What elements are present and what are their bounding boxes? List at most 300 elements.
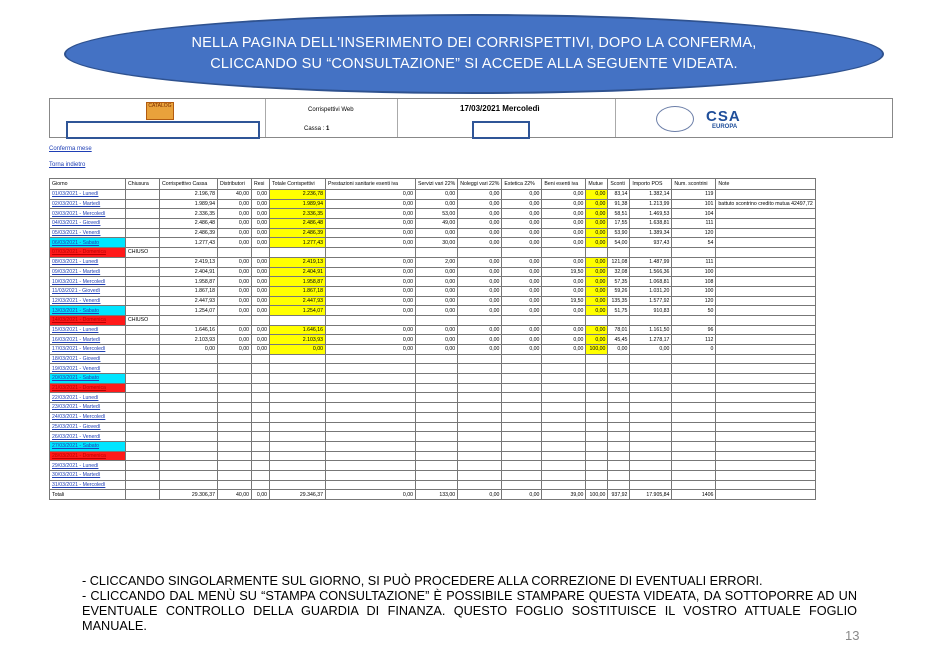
- page-number: 13: [845, 628, 860, 643]
- table-cell: 0,00: [326, 267, 416, 277]
- confirm-month-link[interactable]: Conferma mese: [49, 146, 92, 152]
- table-cell: [160, 403, 218, 413]
- table-cell: 0,00: [252, 257, 270, 267]
- day-link[interactable]: 18/03/2021 - Giovedì: [50, 354, 126, 364]
- table-cell: 0,00: [502, 296, 542, 306]
- table-cell: 1.566,36: [630, 267, 672, 277]
- table-cell: [458, 480, 502, 490]
- table-cell: 40,00: [218, 490, 252, 500]
- table-cell: 0,00: [458, 335, 502, 345]
- table-cell: 0,00: [252, 306, 270, 316]
- table-cell: [716, 335, 815, 345]
- table-cell: [270, 441, 326, 451]
- table-cell: [218, 374, 252, 384]
- day-link[interactable]: 27/03/2021 - Sabato: [50, 441, 126, 451]
- table-cell: 0,00: [218, 306, 252, 316]
- table-cell: 0,00: [458, 209, 502, 219]
- table-cell: [458, 248, 502, 258]
- table-cell: [502, 470, 542, 480]
- table-cell: 0,00: [326, 286, 416, 296]
- action-links: [49, 146, 92, 178]
- table-cell: [270, 354, 326, 364]
- table-row: [50, 286, 816, 296]
- table-cell: 0,00: [542, 306, 586, 316]
- table-cell: 0,00: [416, 286, 458, 296]
- table-cell: 0,00: [270, 345, 326, 355]
- table-cell: 0,00: [160, 345, 218, 355]
- table-row: [50, 383, 816, 393]
- table-cell: [630, 383, 672, 393]
- table-cell: 121,08: [608, 257, 630, 267]
- table-cell: 0,00: [458, 219, 502, 229]
- day-link[interactable]: 07/03/2021 - Domenica: [50, 248, 126, 258]
- table-cell: 0,00: [542, 257, 586, 267]
- table-cell: [270, 422, 326, 432]
- day-link[interactable]: 10/03/2021 - Mercoledì: [50, 277, 126, 287]
- table-cell: [416, 422, 458, 432]
- table-cell: [630, 248, 672, 258]
- table-cell: [608, 315, 630, 325]
- table-cell: 0,00: [458, 277, 502, 287]
- table-row: [50, 209, 816, 219]
- table-cell: 1.646,16: [270, 325, 326, 335]
- table-cell: [586, 412, 608, 422]
- table-cell: [502, 393, 542, 403]
- back-link[interactable]: Torna indietro: [49, 162, 86, 168]
- table-cell: [586, 441, 608, 451]
- table-cell: 0,00: [542, 199, 586, 209]
- day-link[interactable]: 08/03/2021 - Lunedì: [50, 257, 126, 267]
- table-cell: [326, 470, 416, 480]
- table-cell: [416, 480, 458, 490]
- table-cell: [252, 461, 270, 471]
- table-cell: [542, 403, 586, 413]
- table-cell: [160, 412, 218, 422]
- table-cell: 0,00: [542, 345, 586, 355]
- day-link[interactable]: 15/03/2021 - Lunedì: [50, 325, 126, 335]
- table-cell: [126, 490, 160, 500]
- table-cell: 0,00: [416, 267, 458, 277]
- table-cell: [126, 306, 160, 316]
- table-cell: 0,00: [458, 490, 502, 500]
- table-cell: [716, 228, 815, 238]
- day-link[interactable]: 25/03/2021 - Giovedì: [50, 422, 126, 432]
- table-cell: [716, 238, 815, 248]
- table-cell: 135,35: [608, 296, 630, 306]
- cassa-label: Cassa : 1: [304, 126, 330, 132]
- table-cell: [160, 461, 218, 471]
- table-cell: [586, 451, 608, 461]
- table-row: [50, 238, 816, 248]
- table-cell: 0,00: [542, 325, 586, 335]
- table-cell: 0,00: [586, 286, 608, 296]
- table-cell: 0,00: [458, 296, 502, 306]
- table-cell: 2.404,91: [270, 267, 326, 277]
- table-cell: 0,00: [326, 306, 416, 316]
- day-link[interactable]: 17/03/2021 - Mercoledì: [50, 345, 126, 355]
- table-cell: 0,00: [502, 238, 542, 248]
- day-link[interactable]: 20/03/2021 - Sabato: [50, 374, 126, 384]
- table-cell: [716, 267, 815, 277]
- screenshot-panel: [49, 98, 893, 518]
- table-cell: 0,00: [502, 219, 542, 229]
- table-cell: CHIUSO: [126, 315, 160, 325]
- table-cell: [252, 383, 270, 393]
- table-cell: [542, 248, 586, 258]
- table-header-row: [50, 179, 816, 190]
- table-cell: [160, 354, 218, 364]
- table-cell: 1.031,20: [630, 286, 672, 296]
- date-label: 17/03/2021 Mercoledì: [460, 104, 540, 113]
- column-header: Mutue: [586, 179, 608, 190]
- table-cell: [218, 441, 252, 451]
- table-cell: 0,00: [218, 325, 252, 335]
- day-link[interactable]: 31/03/2021 - Mercoledì: [50, 480, 126, 490]
- table-cell: [126, 345, 160, 355]
- table-cell: 0,00: [502, 199, 542, 209]
- table-cell: [608, 480, 630, 490]
- table-cell: 0,00: [252, 286, 270, 296]
- table-cell: 0,00: [630, 345, 672, 355]
- table-cell: 0,00: [326, 296, 416, 306]
- table-cell: 0,00: [416, 199, 458, 209]
- table-cell: [416, 412, 458, 422]
- instruction-1: - CLICCANDO SINGOLARMENTE SUL GIORNO, SI PUÒ PROCEDERE ALLA CORREZIONE DI EVENTUALI ERRORI.: [82, 574, 763, 588]
- table-cell: [502, 461, 542, 471]
- table-cell: [716, 383, 815, 393]
- table-cell: [458, 451, 502, 461]
- table-cell: [630, 461, 672, 471]
- table-cell: [416, 374, 458, 384]
- table-cell: [630, 403, 672, 413]
- table-cell: 0,00: [502, 277, 542, 287]
- day-link[interactable]: 05/03/2021 - Venerdì: [50, 228, 126, 238]
- table-cell: [270, 412, 326, 422]
- table-cell: 0,00: [218, 199, 252, 209]
- day-link[interactable]: 28/03/2021 - Domenica: [50, 451, 126, 461]
- day-link[interactable]: 29/03/2021 - Lunedì: [50, 461, 126, 471]
- table-cell: 0,00: [458, 190, 502, 200]
- table-cell: [716, 422, 815, 432]
- table-cell: [126, 209, 160, 219]
- table-cell: [416, 403, 458, 413]
- table-cell: [716, 393, 815, 403]
- day-link[interactable]: 14/03/2021 - Domenica: [50, 315, 126, 325]
- table-cell: [252, 315, 270, 325]
- table-cell: [252, 470, 270, 480]
- table-row: [50, 393, 816, 403]
- table-cell: [126, 441, 160, 451]
- table-cell: 0,00: [502, 228, 542, 238]
- table-cell: [270, 470, 326, 480]
- day-link[interactable]: 03/03/2021 - Mercoledì: [50, 209, 126, 219]
- table-cell: [630, 422, 672, 432]
- header-date-cell: [398, 99, 616, 137]
- table-cell: [126, 470, 160, 480]
- table-cell: [630, 451, 672, 461]
- table-cell: [270, 451, 326, 461]
- table-cell: 0,00: [326, 199, 416, 209]
- table-cell: [608, 374, 630, 384]
- table-cell: 133,00: [416, 490, 458, 500]
- table-row: [50, 257, 816, 267]
- table-cell: [416, 383, 458, 393]
- table-cell: [160, 480, 218, 490]
- table-cell: 17.905,84: [630, 490, 672, 500]
- table-row: [50, 296, 816, 306]
- table-cell: 2.486,39: [270, 228, 326, 238]
- table-cell: [218, 364, 252, 374]
- table-cell: 111: [672, 219, 716, 229]
- table-cell: [542, 383, 586, 393]
- table-cell: [126, 374, 160, 384]
- table-cell: [270, 364, 326, 374]
- table-cell: 0,00: [326, 257, 416, 267]
- table-cell: [126, 325, 160, 335]
- table-cell: [160, 383, 218, 393]
- table-cell: [218, 422, 252, 432]
- table-cell: [270, 461, 326, 471]
- table-cell: 53,00: [416, 209, 458, 219]
- table-cell: [586, 374, 608, 384]
- table-cell: 2.336,35: [160, 209, 218, 219]
- table-cell: [672, 403, 716, 413]
- banner-line-1: NELLA PAGINA DELL'INSERIMENTO DEI CORRISPETTIVI, DOPO LA CONFERMA,: [191, 35, 757, 51]
- table-cell: [630, 432, 672, 442]
- table-cell: [716, 286, 815, 296]
- table-cell: 19,50: [542, 296, 586, 306]
- table-cell: [716, 412, 815, 422]
- day-link[interactable]: 02/03/2021 - Martedì: [50, 199, 126, 209]
- table-cell: [126, 277, 160, 287]
- table-cell: [252, 422, 270, 432]
- banner-line-2: CLICCANDO SU “CONSULTAZIONE” SI ACCEDE ALLA SEGUENTE VIDEATA.: [210, 56, 738, 72]
- table-cell: [586, 470, 608, 480]
- table-cell: 29.306,37: [160, 490, 218, 500]
- table-cell: [630, 441, 672, 451]
- table-cell: [608, 364, 630, 374]
- table-cell: [458, 470, 502, 480]
- table-cell: [458, 364, 502, 374]
- table-cell: 29.346,37: [270, 490, 326, 500]
- table-cell: [716, 209, 815, 219]
- table-cell: [586, 315, 608, 325]
- table-cell: [416, 432, 458, 442]
- table-cell: [218, 393, 252, 403]
- table-cell: 1.646,16: [160, 325, 218, 335]
- table-cell: 0,00: [252, 190, 270, 200]
- table-cell: [586, 403, 608, 413]
- table-cell: 30,00: [416, 238, 458, 248]
- table-cell: [716, 451, 815, 461]
- table-cell: 0,00: [218, 286, 252, 296]
- table-cell: 0,00: [542, 286, 586, 296]
- table-cell: [126, 199, 160, 209]
- table-cell: 0,00: [416, 325, 458, 335]
- table-cell: 0,00: [502, 209, 542, 219]
- table-cell: [326, 441, 416, 451]
- table-cell: 0,00: [586, 277, 608, 287]
- table-cell: [126, 403, 160, 413]
- company-logo: CATALOG: [146, 102, 174, 120]
- table-cell: 0,00: [252, 296, 270, 306]
- day-link[interactable]: 12/03/2021 - Venerdì: [50, 296, 126, 306]
- table-cell: [252, 393, 270, 403]
- table-cell: [586, 383, 608, 393]
- table-cell: [608, 432, 630, 442]
- day-link[interactable]: 13/03/2021 - Sabato: [50, 306, 126, 316]
- header-logo-cell: [50, 99, 266, 137]
- table-cell: 2.236,78: [270, 190, 326, 200]
- table-cell: [672, 441, 716, 451]
- table-cell: 91,38: [608, 199, 630, 209]
- table-cell: 0,00: [252, 335, 270, 345]
- table-cell: [672, 412, 716, 422]
- table-cell: [218, 451, 252, 461]
- table-cell: 1.989,94: [160, 199, 218, 209]
- table-cell: 0,00: [586, 296, 608, 306]
- table-cell: [716, 345, 815, 355]
- table-cell: 120: [672, 296, 716, 306]
- header-app-cell: [266, 99, 398, 137]
- table-cell: 0,00: [458, 267, 502, 277]
- table-cell: 2.103,93: [160, 335, 218, 345]
- table-cell: 0,00: [458, 325, 502, 335]
- table-row: [50, 461, 816, 471]
- table-row: [50, 364, 816, 374]
- day-link[interactable]: 11/03/2021 - Giovedì: [50, 286, 126, 296]
- table-cell: 0,00: [416, 190, 458, 200]
- table-cell: [542, 393, 586, 403]
- table-cell: 0,00: [502, 335, 542, 345]
- table-cell: [716, 306, 815, 316]
- table-cell: [630, 364, 672, 374]
- table-cell: [326, 364, 416, 374]
- table-cell: [126, 228, 160, 238]
- table-cell: [608, 354, 630, 364]
- table-cell: [542, 480, 586, 490]
- table-cell: [608, 393, 630, 403]
- table-cell: 0,00: [326, 238, 416, 248]
- table-row: [50, 422, 816, 432]
- table-cell: 0,00: [416, 335, 458, 345]
- table-cell: [326, 451, 416, 461]
- day-link[interactable]: 04/03/2021 - Giovedì: [50, 219, 126, 229]
- table-cell: [542, 470, 586, 480]
- column-header: Servizi vari 22%: [416, 179, 458, 190]
- table-cell: [586, 461, 608, 471]
- table-cell: 2.486,48: [160, 219, 218, 229]
- table-cell: [218, 403, 252, 413]
- table-cell: [672, 451, 716, 461]
- day-link[interactable]: 21/03/2021 - Domenica: [50, 383, 126, 393]
- table-row: [50, 374, 816, 384]
- table-cell: [160, 451, 218, 461]
- table-cell: [630, 480, 672, 490]
- table-row: [50, 248, 816, 258]
- day-link[interactable]: 09/03/2021 - Martedì: [50, 267, 126, 277]
- table-cell: 0,00: [458, 286, 502, 296]
- table-cell: [716, 403, 815, 413]
- day-link[interactable]: 19/03/2021 - Venerdì: [50, 364, 126, 374]
- table-row: [50, 219, 816, 229]
- table-cell: 0,00: [218, 228, 252, 238]
- table-cell: 83,14: [608, 190, 630, 200]
- table-cell: 1.254,07: [160, 306, 218, 316]
- table-cell: [716, 296, 815, 306]
- table-cell: [502, 451, 542, 461]
- day-link[interactable]: 16/03/2021 - Martedì: [50, 335, 126, 345]
- table-cell: [716, 461, 815, 471]
- table-cell: 2,00: [416, 257, 458, 267]
- table-cell: 0,00: [252, 219, 270, 229]
- table-cell: [218, 412, 252, 422]
- table-cell: [542, 364, 586, 374]
- day-link[interactable]: 26/03/2021 - Venerdì: [50, 432, 126, 442]
- table-cell: [252, 412, 270, 422]
- table-cell: 1.867,18: [160, 286, 218, 296]
- table-cell: [458, 354, 502, 364]
- table-cell: 0,00: [586, 199, 608, 209]
- table-cell: [160, 470, 218, 480]
- table-cell: 2.196,78: [160, 190, 218, 200]
- day-link[interactable]: 01/03/2021 - Lunedì: [50, 190, 126, 200]
- table-cell: [542, 315, 586, 325]
- totals-label: Totali: [50, 490, 126, 500]
- vitruvian-icon: [656, 106, 694, 132]
- table-cell: [630, 354, 672, 364]
- table-cell: [586, 354, 608, 364]
- table-cell: [716, 257, 815, 267]
- table-cell: [502, 383, 542, 393]
- table-cell: 1.277,43: [270, 238, 326, 248]
- table-cell: [608, 461, 630, 471]
- table-cell: [326, 354, 416, 364]
- table-row: [50, 354, 816, 364]
- table-cell: 0,00: [326, 490, 416, 500]
- day-link[interactable]: 06/03/2021 - Sabato: [50, 238, 126, 248]
- table-cell: [326, 383, 416, 393]
- day-link[interactable]: 23/03/2021 - Martedì: [50, 403, 126, 413]
- table-cell: [542, 441, 586, 451]
- table-cell: 0,00: [416, 306, 458, 316]
- table-cell: [126, 412, 160, 422]
- table-cell: [458, 422, 502, 432]
- table-cell: 0,00: [326, 345, 416, 355]
- table-cell: 0,00: [252, 490, 270, 500]
- table-cell: 0,00: [542, 238, 586, 248]
- table-cell: [672, 374, 716, 384]
- table-cell: [326, 393, 416, 403]
- day-link[interactable]: 22/03/2021 - Lunedì: [50, 393, 126, 403]
- table-cell: [160, 248, 218, 258]
- table-cell: [630, 393, 672, 403]
- table-cell: 54: [672, 238, 716, 248]
- table-cell: [126, 422, 160, 432]
- table-cell: 1.867,18: [270, 286, 326, 296]
- table-cell: 0,00: [586, 190, 608, 200]
- day-link[interactable]: 24/03/2021 - Mercoledì: [50, 412, 126, 422]
- day-link[interactable]: 30/03/2021 - Martedì: [50, 470, 126, 480]
- table-cell: 120: [672, 228, 716, 238]
- column-header: Chiusura: [126, 179, 160, 190]
- table-cell: [586, 432, 608, 442]
- table-cell: 0,00: [458, 228, 502, 238]
- table-cell: [416, 354, 458, 364]
- table-row: [50, 306, 816, 316]
- table-cell: 0,00: [542, 219, 586, 229]
- table-cell: 19,50: [542, 267, 586, 277]
